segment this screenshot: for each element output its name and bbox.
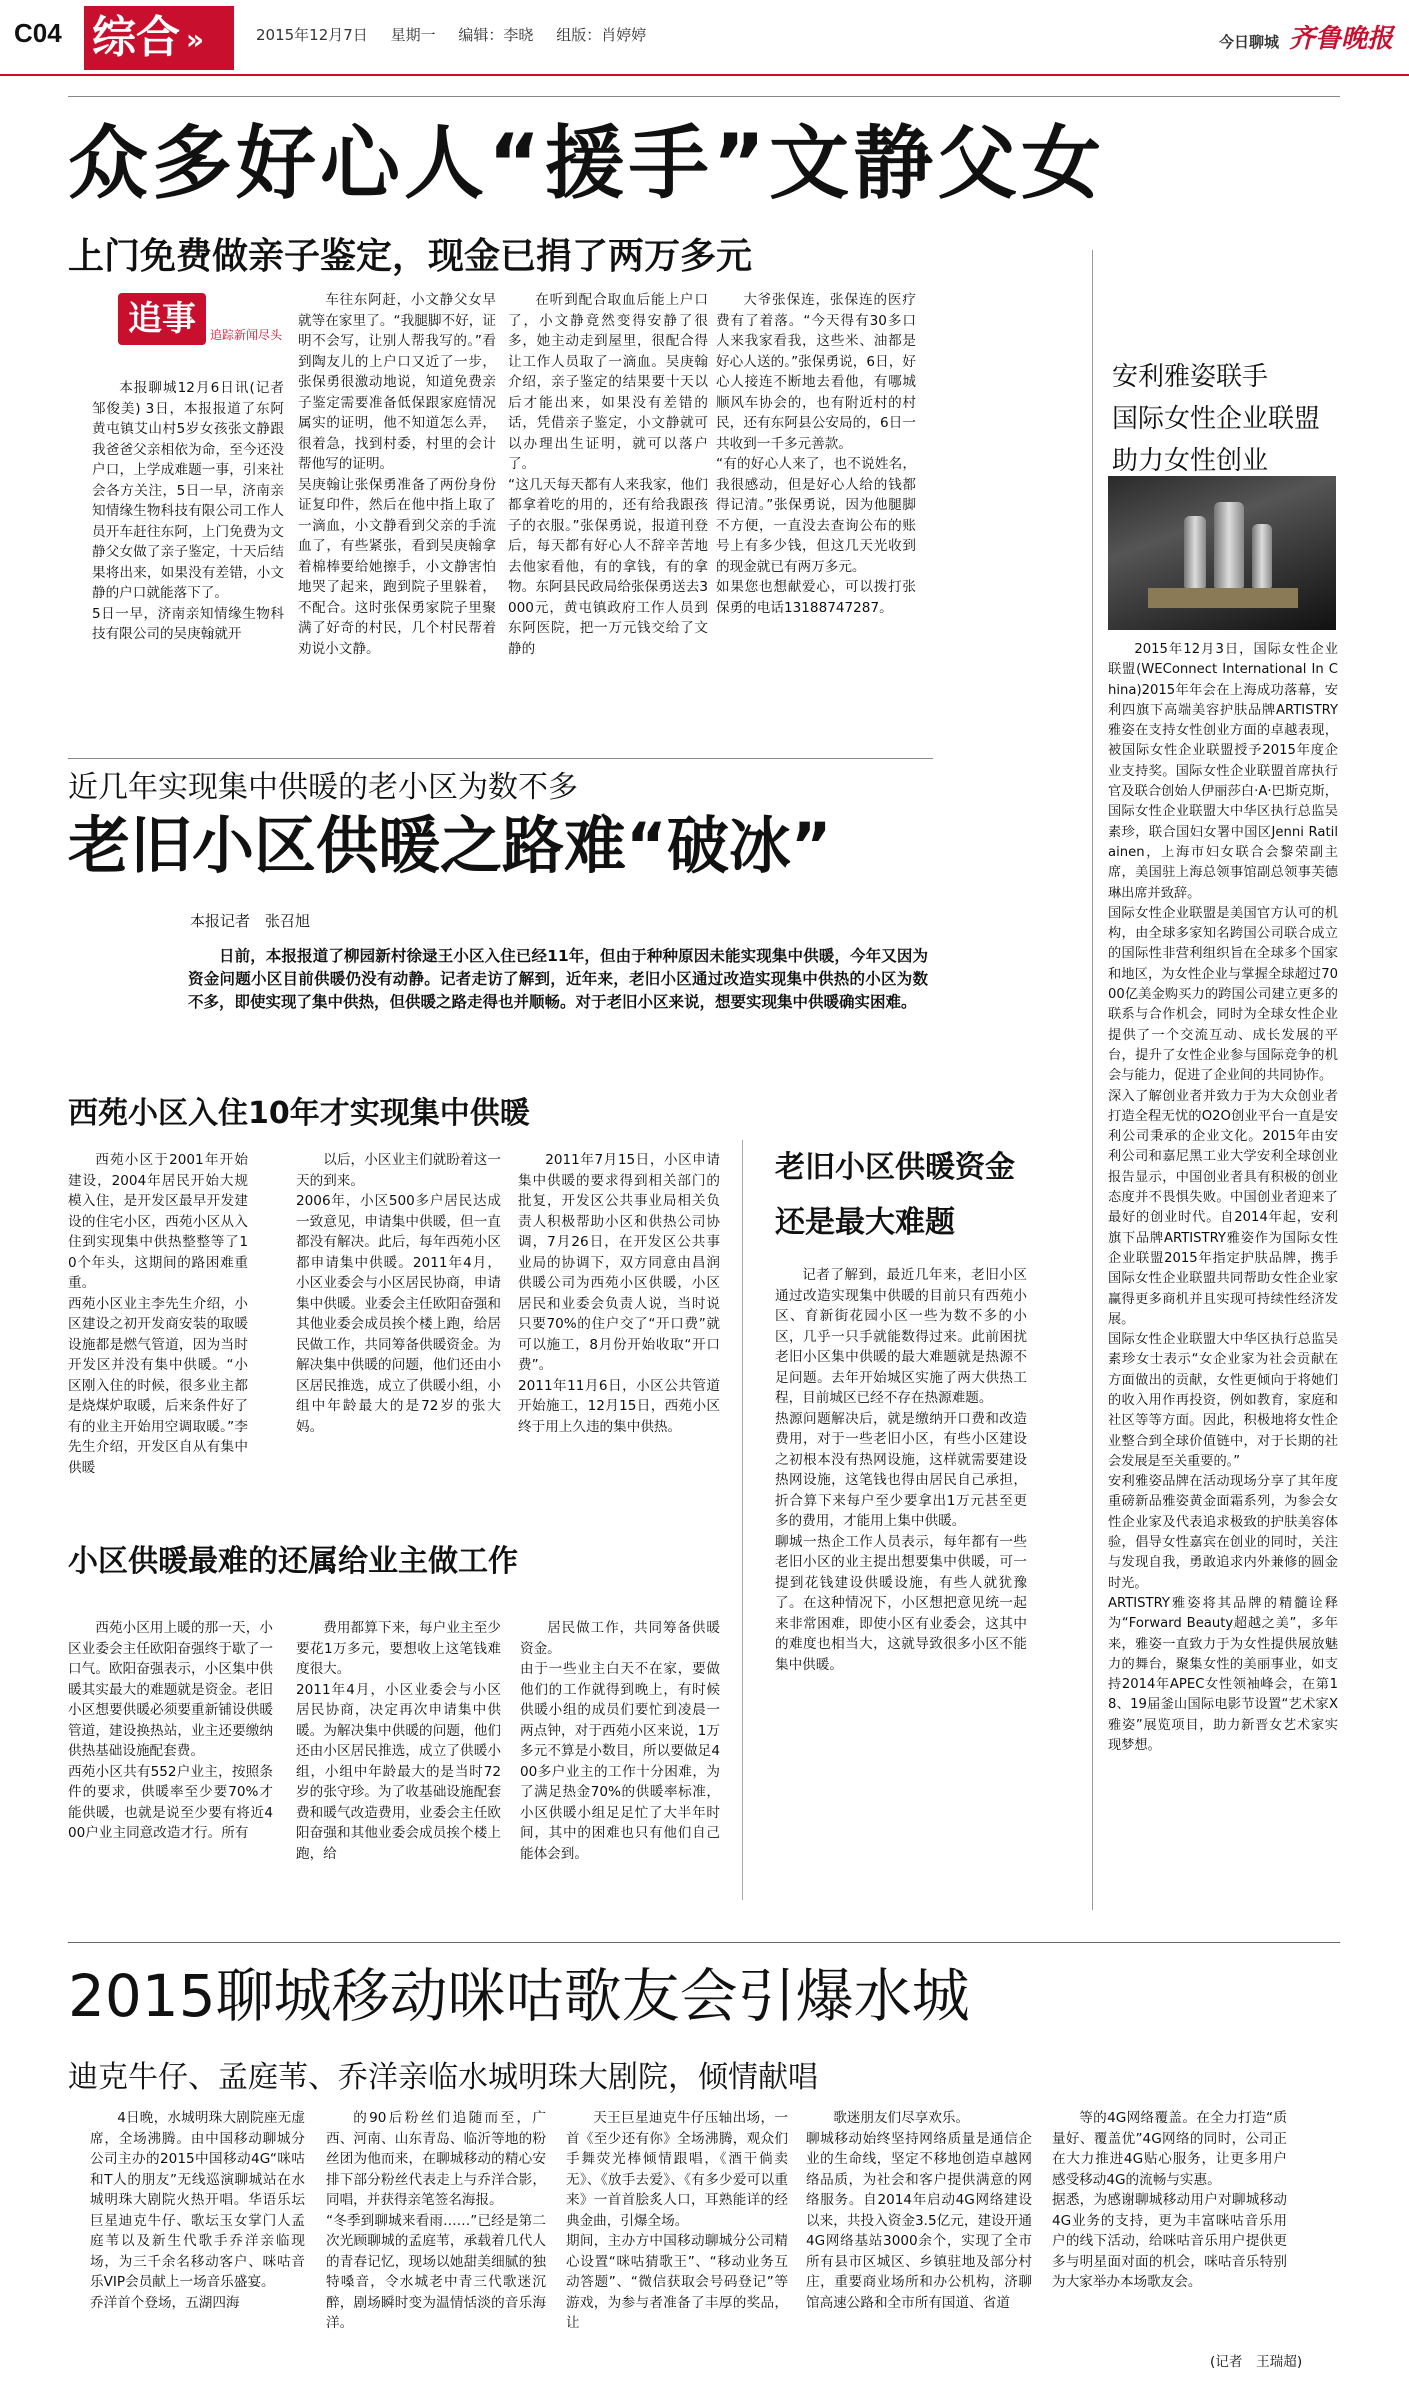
story2-b-column-1: 西苑小区用上暖的那一天，小区业委会主任欧阳奋强终于歇了一口气。欧阳奋强表示，小区集中供暖其实最大的难题就是资金。老旧小区想要供暖必须要重新铺设供暖管道，建设换热站，业主还要缴纳供热基础设施配套费。 西苑小区共有552户业主，按照条件的要求，供暖率至少要70%才能供暖，也就是说至少要有将近400户业主同意改造才行。所有 (68, 1620, 273, 1841)
double-chevron-icon: » (186, 23, 205, 56)
masthead: 今日聊城 齐鲁晚报 (1218, 24, 1393, 54)
display-stand (1148, 588, 1298, 608)
product-bottle (1184, 516, 1206, 588)
issue-weekday: 星期一 (390, 26, 436, 44)
header-meta (256, 24, 664, 45)
story1-column-2: 车往东阿赶，小文静父女早就等在家里了。“我腿脚不好，证明不会写，让别人帮我写的。”看到陶友儿的上户口又近了一步，张保勇很激动地说，知道免费亲子鉴定需要准备低保跟家庭情况属实的证明，他不知道怎么弄，很着急，找到村委，村里的会计帮他写的证明。 吴庚翰让张保勇准备了两份身份证复印件，然后在他中指上取了一滴血，小文静看到父亲的手流血了，有些紧张，看到吴庚翰拿着棉棒要给她擦手，小文静害怕地哭了起来，跑到院子里躲着，不配合。这时张保勇家院子里聚满了好奇的村民，几个村民帮着劝说小文静。 (298, 292, 496, 657)
story3-title: 2015聊城移动咪咕歌友会引爆水城 (68, 1962, 970, 2030)
story2-a-column-2: 以后，小区业主们就盼着这一天的到来。 2006年，小区500多户居民达成一致意见，申请集中供暖，但一直都没有解决。此后，每年西苑小区都申请集中供暖。2011年4月，小区业委会与小区居民协商，申请集中供暖。业委会主任欧阳奋强和其他业委会成员挨个楼上跑，给居民做工作，共同筹备供暖资金。为解决集中供暖的问题，他们还由小区居民推选，成立了供暖小组，小组中年龄最大的是72岁的张大妈。 (296, 1152, 501, 1435)
story3-divider (68, 1942, 1340, 1943)
story2-b-column-3: 居民做工作，共同筹备供暖资金。 由于一些业主白天不在家，要做他们的工作就得到晚上，有时候供暖小组的成员们要忙到凌晨一两点钟，对于西苑小区来说，1万多元不算是小数目，所以要做足400多户业主的工作十分困难，为了满足热金70%的供暖率标准，小区供暖小组足足忙了大半年时间，其中的困难也只有他们自己能体会到。 (520, 1620, 720, 1862)
section-label: 综合 » (84, 6, 234, 70)
product-bottle (1252, 524, 1272, 588)
page-number: C04 (14, 18, 62, 48)
story2-divider (68, 758, 933, 759)
story2-b-column-2: 费用都算下来，每户业主至少要花1万多元，要想收上这笔钱难度很大。 2011年4月，小区业委会与小区居民协商，决定再次申请集中供暖。为解决集中供暖的问题，他们还由小区居民推选，成立了供暖小组，小组中年龄最大的是当时72岁的张守珍。为了收基础设施配套费和暖气改造费用，业委会主任欧阳奋强和其他业委会成员挨个楼上跑，给 (296, 1620, 501, 1862)
story2-a-column-3: 2011年7月15日，小区申请集中供暖的要求得到相关部门的批复，开发区公共事业局相关负责人积极帮助小区和供热公司协调，7月26日，在开发区公共事业局的协调下，双方同意由昌润供暖公司为西苑小区供暖，小区居民和业委会负责人说，当时说只要70%的住户交了“开口费”就可以施工，8月份开始收取“开口费”。 2011年11月6日，小区公共管道开始施工，12月15日，西苑小区终于用上久违的集中供热。 (518, 1152, 720, 1435)
top-divider (68, 96, 1340, 97)
story2-heading-b: 小区供暖最难的还属给业主做工作 (68, 1544, 518, 1579)
story3-subtitle: 迪克牛仔、孟庭苇、乔洋亲临水城明珠大剧院，倾情献唱 (68, 2060, 818, 2095)
event-stage-photo (1108, 476, 1336, 630)
story1-title: 众多好心人“援手”文静父女 (68, 117, 1106, 210)
story2-heading-c-line2: 还是最大难题 (775, 1205, 955, 1240)
story1-subtitle: 上门免费做亲子鉴定，现金已捐了两万多元 (68, 236, 753, 277)
story2-lead: 日前，本报报道了柳园新村徐逯王小区入住已经11年，但由于种种原因未能实现集中供暖，今年又因为资金问题小区目前供暖仍没有动静。记者走访了解到，近年来，老旧小区通过改造实现集中供热的小区为数不多，即使实现了集中供热，但供暖之路走得也并顺畅。对于老旧小区来说，想要实现集中供暖确实困难。 (188, 947, 928, 1011)
story2-byline: 本报记者 张召旭 (190, 912, 311, 930)
story2-c-column: 记者了解到，最近几年来，老旧小区通过改造实现集中供暖的目前只有西苑小区、育新街花园小区一些为数不多的小区，几乎一只手就能数得过来。此前困扰老旧小区集中供暖的最大难题就是热源不足问题。去年开始城区实施了两大供热工程，目前城区已经不存在热源难题。 热源问题解决后，就是缴纳开口费和改造费用，对于一些老旧小区，有些小区建设之初根本没有热网设施，这样就需要建设热网设施，这笔钱也得由居民自己承担，折合算下来每户至少要拿出1万元甚至更多的费用，才能用上集中供暖。 聊城一热企工作人员表示，每年都有一些老旧小区的业主提出想要集中供暖，可一提到花钱建设供暖设施，有些人就犹豫了。在这种情况下，小区想把意见统一起来非常困难，即使小区有业委会，这其中的难度也相当大，这就导致很多小区不能集中供暖。 (775, 1267, 1027, 1673)
story3-column-4: 歌迷朋友们尽享欢乐。 聊城移动始终坚持网络质量是通信企业的生命线，坚定不移地创造卓越网络品质，为社会和客户提供满意的网络服务。自2014年启动4G网络建设以来，共投入资金3.5亿元，建设开通4G网络基站3000余个，实现了全市所有县市区城区、乡镇驻地及部分村庄，重要商业场所和办公机构，济聊馆高速公路和全市所有国道、省道 (806, 2110, 1032, 2311)
story3-column-1: 4日晚，水城明珠大剧院座无虚席，全场沸腾。由中国移动聊城分公司主办的2015中国移动4G“咪咕和T人的朋友”无线巡演聊城站在水城明珠大剧院火热开唱。华语乐坛巨星迪克牛仔、歌坛玉女掌门人孟庭苇以及新生代歌手乔洋亲临现场，为三千余名移动客户、咪咕音乐VIP会员献上一场音乐盛宴。 乔洋首个登场，五湖四海 (90, 2110, 305, 2311)
story1-badge: 追事 (118, 293, 206, 345)
story2-kicker: 近几年实现集中供暖的老小区为数不多 (68, 770, 578, 805)
story1-column-3: 在听到配合取血后能上户口了，小文静竟然变得安静了很多，她主动走到屋里，很配合得让工作人员取了一滴血。吴庚翰介绍，亲子鉴定的结果要十天以后才能出来，如果没有差错的话，凭借亲子鉴定，小文静就可以办理出生证明，就可以落户了。 “这几天每天都有人来我家，他们都拿着吃的用的，还有给我跟孩子的衣服。”张保勇说，报道刊登后，每天都有好心人不辞辛苦地去他家看他，有的拿钱，有的拿物。东阿县民政局给张保勇送去3000元，黄屯镇政府工作人员到东阿医院，把一万元钱交给了文静的 (508, 292, 708, 657)
story3-column-3: 天王巨星迪克牛仔压轴出场，一首《至少还有你》全场沸腾，观众们手舞荧光棒倾情跟唱，《酒干倘卖无》、《放手去爱》、《有多少爱可以重来》一首首脍炙人口，耳熟能详的经典金曲，引爆全场。 期间，主办方中国移动聊城分公司精心设置“咪咕猜歌王”、“移动业务互动答题”、“微信获取会号码登记”等游戏，为参与者准备了丰厚的奖品，让 (566, 2110, 788, 2331)
product-bottle (1214, 502, 1244, 588)
editor-credit: 编辑：李晓 (458, 26, 534, 44)
story3-byline: (记者 王瑞超) (1210, 2354, 1303, 2370)
header-rule (0, 74, 1409, 76)
sidebar-divider (1092, 250, 1093, 1910)
story1-column-4: 大爷张保连，张保连的医疗费有了着落。“今天得有30多口人来我家看我，这些米、油都是好心人送的。”张保勇说，6日，好心人接连不断地去看他，有哪城顺风车协会的，也有附近村的村民，还有东阿县公安局的，6日一共收到一千多元善款。 “有的好心人来了，也不说姓名，我很感动，但是好心人给的钱都得记清。”张保勇说，因为他腿脚不方便，一直没去查询公布的账号上有多少钱，但这几天光收到的现金就已有两万多元。 如果您也想献爱心，可以拨打张保勇的电话13188747287。 (716, 292, 916, 616)
story2-column-divider (742, 1140, 743, 1900)
story2-a-column-1: 西苑小区于2001年开始建设，2004年居民开始大规模入住，是开发区最早开发建设的住宅小区，西苑小区从入住到实现集中供热整整等了10个年头，这期间的路困难重重。 西苑小区业主李先生介绍，小区建设之初开发商安装的取暖设施都是燃气管道，因为当时开发区并没有集中供暖。“小区刚入住的时候，很多业主都是烧煤炉取暖，后来条件好了有的业主开始用空调取暖。”李先生介绍，开发区自从有集中供暖 (68, 1152, 248, 1476)
story3-column-2: 的90后粉丝们追随而至，广西、河南、山东青岛、临沂等地的粉丝团为他而来，在聊城移动的精心安排下部分粉丝代表走上与乔洋合影，同唱，并获得亲笔签名海报。 “冬季到聊城来看雨……”已经是第二次光顾聊城的孟庭苇，承载着几代人的青春记忆，现场以她甜美细腻的独特嗓音，令水城老中青三代歌迷沉醉，剧场瞬时变为温情恬淡的音乐海洋。 (326, 2110, 546, 2331)
story1-column-1: 本报聊城12月6日讯(记者 邹俊美) 3日，本报报道了东阿黄屯镇艾山村5岁女孩张文静跟我爸爸父亲相依为命，至今还没户口，上学成难题一事，引来社会各方关注，5日一早，济南亲知情缘生物科技有限公司工作人员开车赶往东阿，上门免费为文静父女做了亲子鉴定，十天后结果将出来，如果没有差错，小文静的户口就能落下了。 5日一早，济南亲知情缘生物科技有限公司的吴庚翰就开 (92, 380, 284, 642)
story2-heading-a: 西苑小区入住10年才实现集中供暖 (68, 1096, 530, 1131)
issue-date: 2015年12月7日 (256, 26, 368, 44)
story1-badge-tag: 追踪新闻尽头 (210, 328, 283, 342)
layout-credit: 组版：肖婷婷 (556, 26, 647, 44)
sidebar-title: 安利雅姿联手 国际女性企业联盟 助力女性创业 (1112, 362, 1321, 476)
brand-name: 齐鲁晚报 (1288, 24, 1393, 54)
story2-title: 老旧小区供暖之路难“破冰” (68, 809, 832, 882)
sidebar-article: 2015年12月3日，国际女性企业联盟(WEConnect International In China)2015年年会在上海成功落幕，安利四旗下高端美容护肤品牌ARTISTRY雅姿在支持女性创业方面的卓越表现，被国际女性企业联盟授予2015年度企业支持奖。国际女性企业联盟首席执行官及联合创始人伊丽莎白·A·巴斯克斯，国际女性企业联盟大中华区执行总监吴素珍，联合国妇女署中国区Jenni Ratilainen，上海市妇女联合会黎荣副主席，美国驻上海总领事馆副总领事芙德琳出席并致辞。 国际女性企业联盟是美国官方认可的机构，由全球多家知名跨国公司联合成立的国际性非营利组织旨在全球多个国家和地区，为女性企业与掌握全球超过7000亿美金购买力的跨国公司建立更多的联系与合作机会，同时为全球女性企业提供了一个交流互动、成长发展的平台，提升了女性企业参与国际竞争的机会与能力，促进了企业间的共同协作。 深入了解创业者并致力于为大众创业者打造全程无忧的O2O创业平台一直是安利公司秉承的企业文化。2015年由安利公司和嘉尼黑工业大学安利全球创业报告显示，中国创业者具有积极的创业态度并不畏惧失败。中国创业者迎来了最好的创业时代。自2014年起，安利旗下品牌ARTISTRY雅姿作为国际女性企业联盟2015年指定护肤品牌，携手国际女性企业联盟共同帮助女性企业家赢得更多商机并且实现可持续性经济发展。 国际女性企业联盟大中华区执行总监吴素珍女士表示“女企业家为社会贡献在方面做出的贡献，女性更倾向于将她们的收入用作再投资，例如教育，家庭和社区等等方面。因此，积极地将女性企业整合到全球价值链中，对于长期的社会发展是至关重要的。” 安利雅姿品牌在活动现场分享了其年度重磅新品雅姿黄金面霜系列，为参会女性企业家及代表追求极致的护肤美容体验，倡导女性嘉宾在创业的同时，关注与发现自我，勇敢追求内外兼修的圆金时光。 ARTISTRY雅姿将其品牌的精髓诠释为“Forward Beauty超越之美”，多年来，雅姿一直致力于为女性提供展放魅力的舞台，聚集女性的美丽事业，如支持2014年APEC女性领袖峰会，在第18、19届釜山国际电影节设置“艺术家X雅姿”展览项目，助力新晋女艺术家实现梦想。 (1108, 642, 1338, 1754)
story3-column-5: 等的4G网络覆盖。在全力打造“质量好、覆盖优”4G网络的同时，公司正在大力推进4G贴心服务，让更多用户感受移动4G的流畅与实惠。 据悉，为感谢聊城移动用户对聊城移动4G业务的支持，更为丰富咪咕音乐用户的线下活动，给咪咕音乐用户提供更多与明星面对面的机会，咪咕音乐特别为大家举办本场歌友会。 (1052, 2110, 1287, 2290)
story2-heading-c-line1: 老旧小区供暖资金 (775, 1150, 1015, 1185)
